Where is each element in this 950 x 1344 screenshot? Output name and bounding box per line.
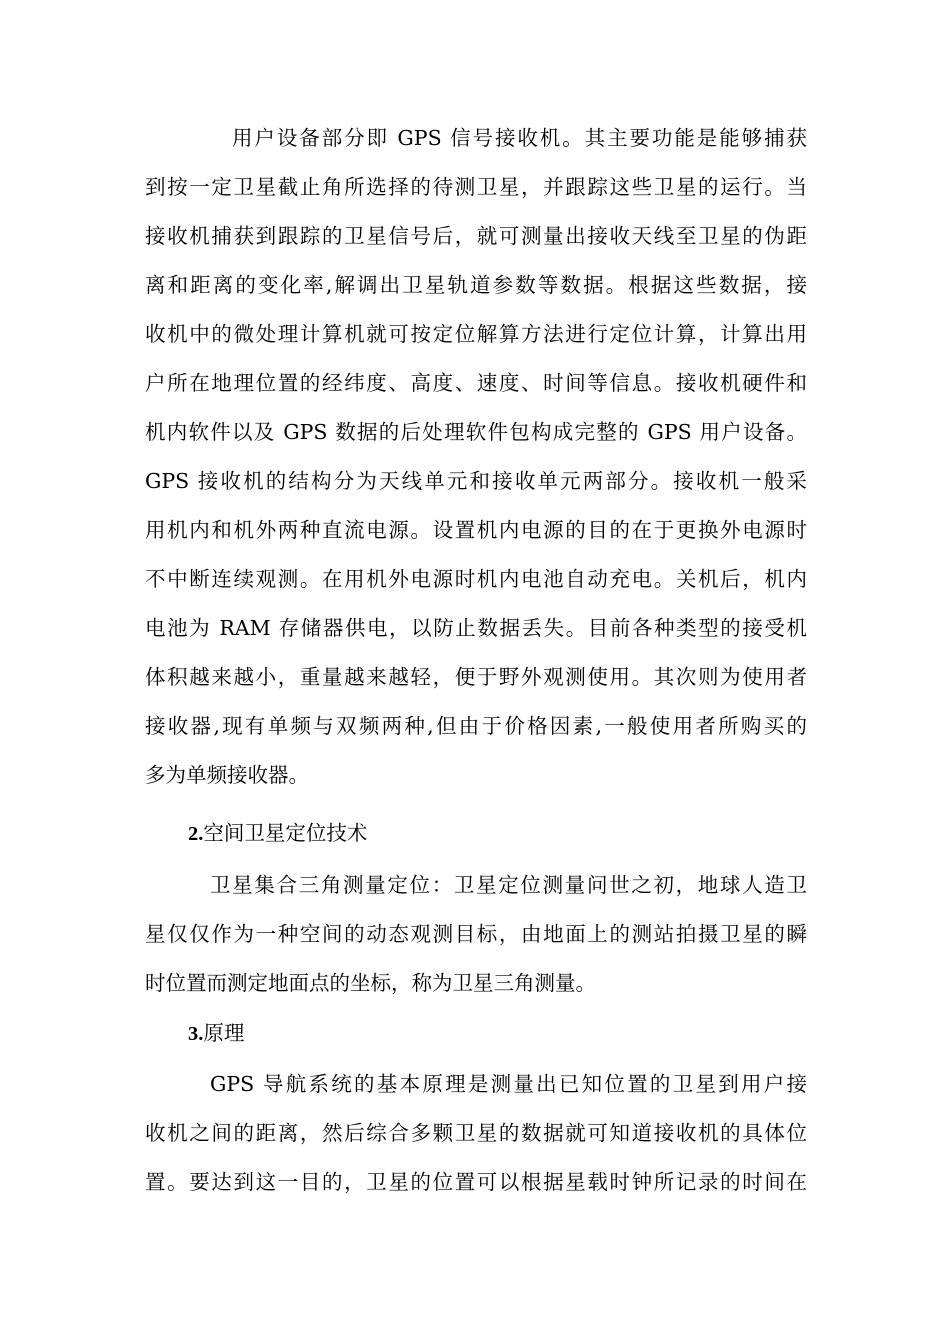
text-line: GPS 导航系统的基本原理是测量出已知位置的卫星到用户接 [210, 1072, 807, 1096]
text-line: 电池为 RAM 存储器供电，以防止数据丢失。目前各种类型的接受机 [145, 616, 807, 640]
text-line: 接收器,现有单频与双频两种,但由于价格因素,一般使用者所购买的 [145, 714, 807, 738]
text-line: 不中断连续观测。在用机外电源时机内电池自动充电。关机后，机内 [145, 567, 807, 591]
section-title: 原理 [203, 1021, 245, 1045]
text-line: 收机之间的距离，然后综合多颗卫星的数据就可知道接收机的具体位 [145, 1121, 807, 1145]
text-line: 时位置而测定地面点的坐标，称为卫星三角测量。 [145, 971, 596, 995]
text-line: 用机内和机外两种直流电源。设置机内电源的目的在于更换外电源时 [145, 518, 807, 542]
section-title: 空间卫星定位技术 [203, 821, 368, 845]
text-line: 体积越来越小，重量越来越轻，便于野外观测使用。其次则为使用者 [145, 665, 807, 689]
text-line: 用户设备部分即 GPS 信号接收机。其主要功能是能够捕获 [232, 126, 807, 150]
text-line: 户所在地理位置的经纬度、高度、速度、时间等信息。接收机硬件和 [145, 371, 807, 395]
text-line: 机内软件以及 GPS 数据的后处理软件包构成完整的 GPS 用户设备。 [145, 420, 807, 444]
text-line: 多为单频接收器。 [145, 763, 309, 787]
section-heading-2 [188, 816, 367, 850]
text-line: 接收机捕获到跟踪的卫星信号后，就可测量出接收天线至卫星的伪距 [145, 224, 807, 248]
text-line: 卫星集合三角测量定位：卫星定位测量问世之初，地球人造卫 [210, 873, 807, 897]
text-line: 到按一定卫星截止角所选择的待测卫星，并跟踪这些卫星的运行。当 [145, 175, 807, 199]
section-number: 3. [188, 1023, 204, 1045]
section-number: 2. [188, 823, 204, 845]
text-line: 收机中的微处理计算机就可按定位解算方法进行定位计算，计算出用 [145, 322, 807, 346]
text-line: 离和距离的变化率,解调出卫星轨道参数等数据。根据这些数据，接 [145, 273, 807, 297]
section-heading-3 [188, 1016, 244, 1050]
text-line: 置。要达到这一目的，卫星的位置可以根据星载时钟所记录的时间在 [145, 1170, 807, 1194]
text-line: 星仅仅作为一种空间的动态观测目标，由地面上的测站拍摄卫星的瞬 [145, 922, 807, 946]
text-line: GPS 接收机的结构分为天线单元和接收单元两部分。接收机一般采 [145, 469, 807, 493]
